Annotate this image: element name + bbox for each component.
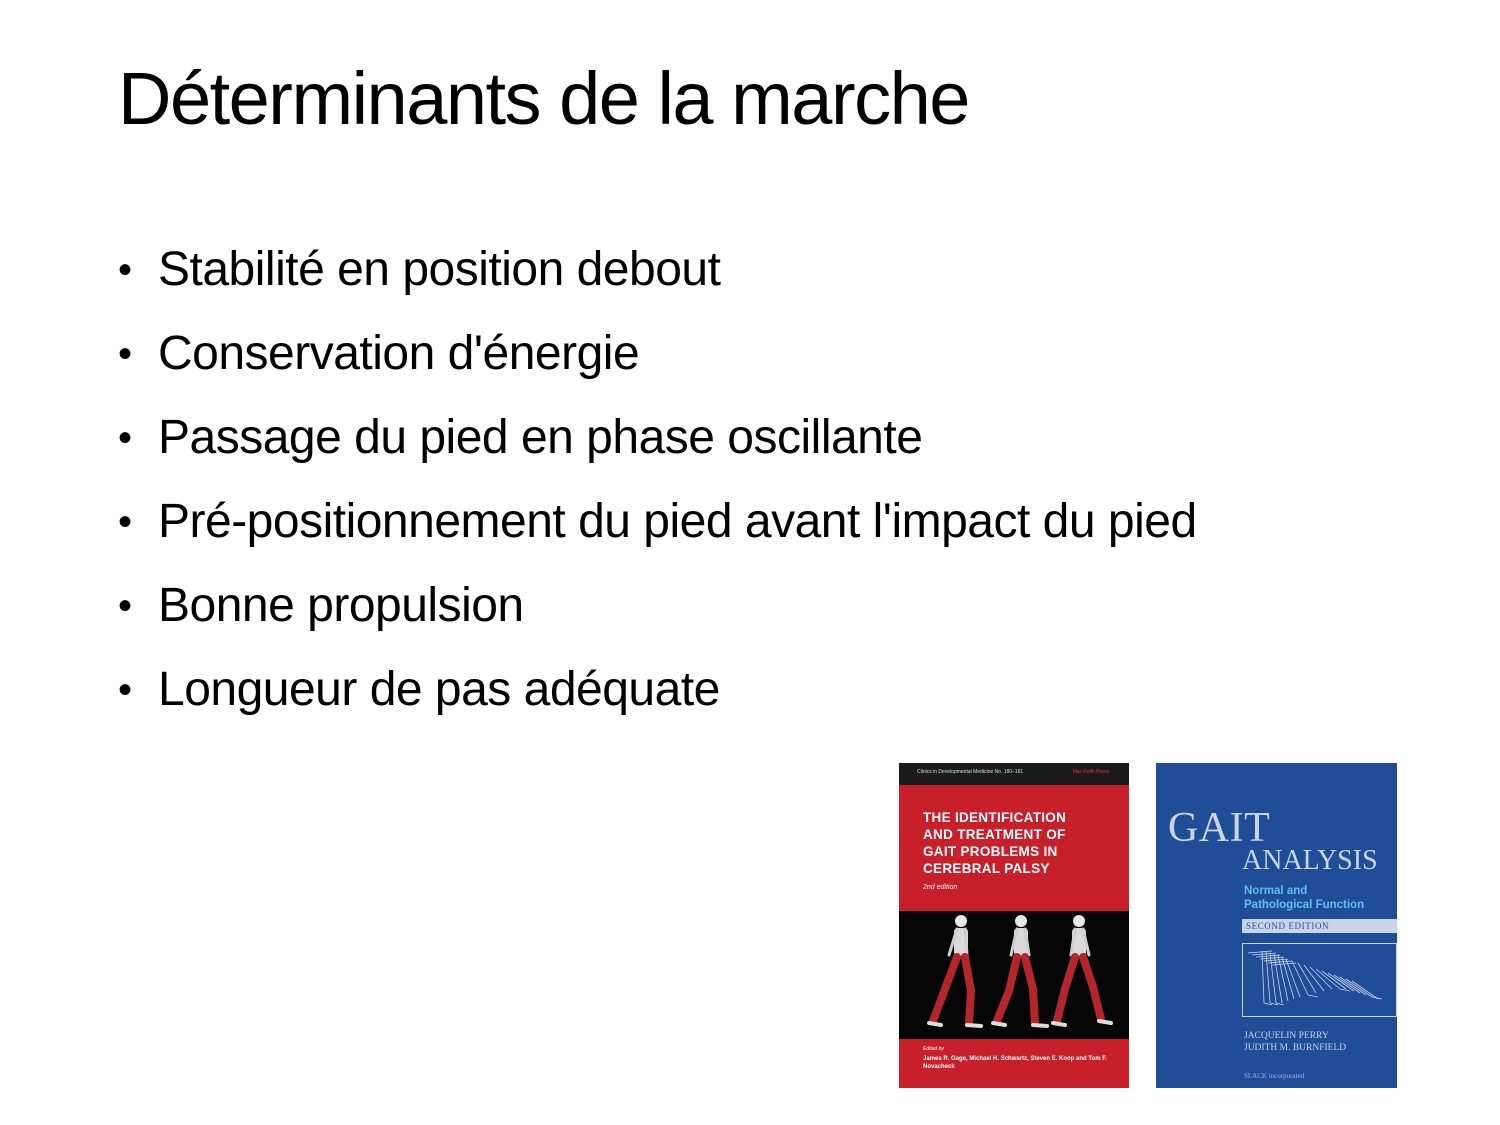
gait-stick-diagram-icon [1242, 943, 1397, 1017]
book-edition-band [1242, 919, 1397, 933]
book-edition: SECOND EDITION [1246, 921, 1330, 931]
bullet-item: • Bonne propulsion [118, 564, 1197, 648]
skeleton-walking-icon [899, 911, 1129, 1039]
book-subtitle-line: Pathological Function [1244, 899, 1365, 911]
book-title-line: AND TREATMENT OF [923, 827, 1066, 842]
book-author: JUDITH M. BURNFIELD [1244, 1043, 1347, 1053]
book-cover-gait-analysis [1156, 763, 1397, 1088]
bullet-item: • Passage du pied en phase oscillante [118, 396, 1197, 480]
book-subtitle [1244, 884, 1364, 912]
book-cover-gait-problems-cerebral-palsy [899, 763, 1129, 1088]
book-title [923, 809, 1123, 877]
book-title-line: THE IDENTIFICATION [923, 810, 1067, 825]
slide-title: Déterminants de la marche [118, 57, 969, 140]
book-series-label: Clinics in Developmental Medicine No. 180–181 [917, 769, 1024, 775]
book-authors: James R. Gage, Michael H. Schwartz, Steven E. Koop and Tom F. Novacheck [923, 1056, 1107, 1070]
book-publisher-label: Mac Keith Press [1072, 769, 1109, 775]
bullet-item: • Conservation d'énergie [118, 312, 1197, 396]
book-authors [1244, 1030, 1346, 1054]
book-title-line: GAIT PROBLEMS IN [923, 844, 1058, 859]
book-title-gait: GAIT [1168, 805, 1271, 851]
book-title-line: CEREBRAL PALSY [923, 861, 1050, 876]
book-edited-by: Edited by [923, 1046, 944, 1052]
book-cover-top-bar [899, 763, 1129, 785]
skeleton-walking-illustration [899, 911, 1129, 1039]
bullet-list [118, 228, 1197, 732]
book-publisher-label: SLACK incorporated [1244, 1072, 1305, 1080]
book-title-analysis: ANALYSIS [1242, 845, 1378, 876]
bullet-item: • Longueur de pas adéquate [118, 648, 1197, 732]
bullet-item: • Stabilité en position debout [118, 228, 1197, 312]
bullet-item: • Pré-positionnement du pied avant l'impact du pied [118, 480, 1197, 564]
book-subtitle-line: Normal and [1244, 885, 1308, 897]
book-author: JACQUELIN PERRY [1244, 1031, 1329, 1041]
book-edition: 2nd edition [923, 884, 958, 891]
